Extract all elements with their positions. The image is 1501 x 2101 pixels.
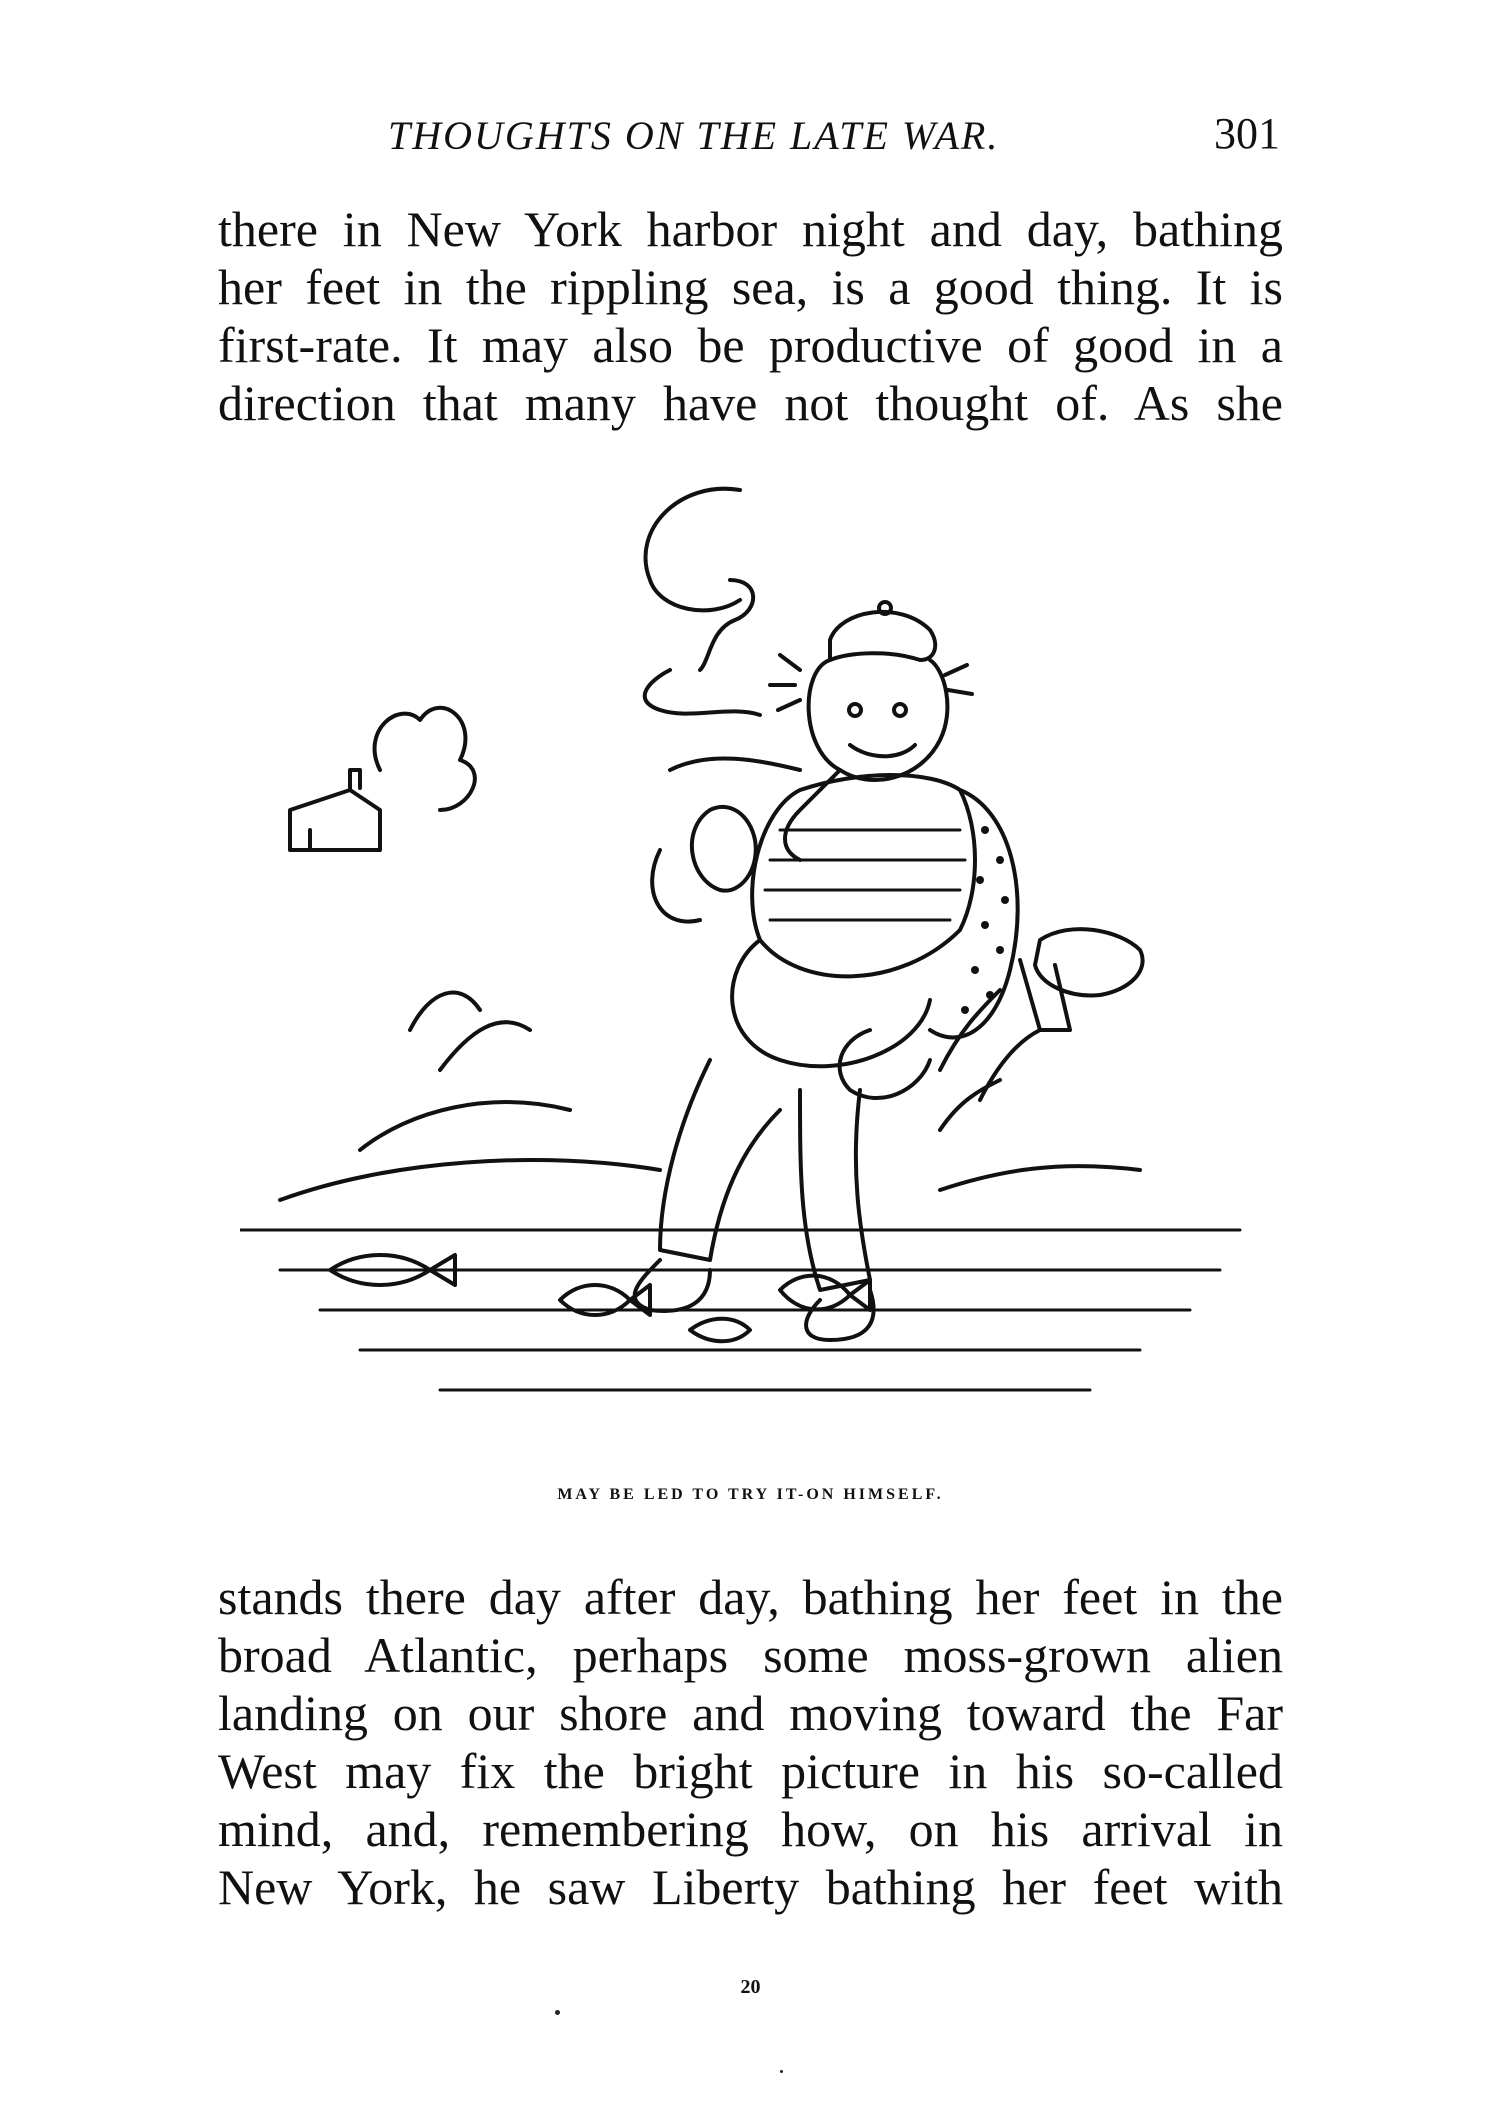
legs — [660, 1060, 870, 1290]
bank — [280, 1160, 1140, 1200]
illustration-caption: MAY BE LED TO TRY IT-ON HIMSELF. — [557, 1486, 944, 1503]
raised-hand — [692, 807, 756, 891]
smoke-curl — [645, 670, 760, 715]
bush — [375, 708, 475, 810]
running-title: THOUGHTS ON THE LATE WAR. — [388, 113, 1000, 158]
page-number: 301 — [1214, 109, 1280, 158]
grass — [360, 990, 1040, 1150]
text-line: there in New York harbor night and day, bathing — [218, 201, 1283, 257]
text-line: mind, and, remembering how, on his arrival in — [218, 1801, 1283, 1857]
belly — [732, 940, 930, 1066]
hat — [830, 612, 935, 660]
running-head — [218, 109, 1288, 172]
text-line: direction that many have not thought of. As she — [218, 375, 1283, 431]
house — [290, 770, 380, 850]
foot — [635, 1260, 710, 1311]
text-line: first-rate. It may also be productive of good in a — [218, 317, 1283, 373]
text-line: broad Atlantic, perhaps some moss-grown alien — [218, 1627, 1283, 1683]
text-line: her feet in the rippling sea, is a good thing. It is — [218, 259, 1283, 315]
text-line: stands there day after day, bathing her feet in the — [218, 1569, 1283, 1625]
ink-speck — [780, 2070, 783, 2073]
foot — [806, 1290, 874, 1340]
ink-speck — [555, 2010, 560, 2015]
head — [809, 660, 948, 780]
vest — [752, 775, 975, 976]
boots — [1020, 929, 1143, 1030]
text-line: West may fix the bright picture in his so-called — [218, 1743, 1283, 1799]
signature-mark: 20 — [740, 1976, 761, 1998]
illustration — [240, 470, 1280, 1460]
smoke-curl — [646, 489, 754, 670]
paragraph-bottom — [218, 1568, 1283, 1916]
fish — [690, 1319, 750, 1342]
text-line: landing on our shore and moving toward the Far — [218, 1685, 1283, 1741]
paragraph-top — [218, 200, 1283, 432]
text-line: New York, he saw Liberty bathing her feet with — [218, 1859, 1283, 1915]
